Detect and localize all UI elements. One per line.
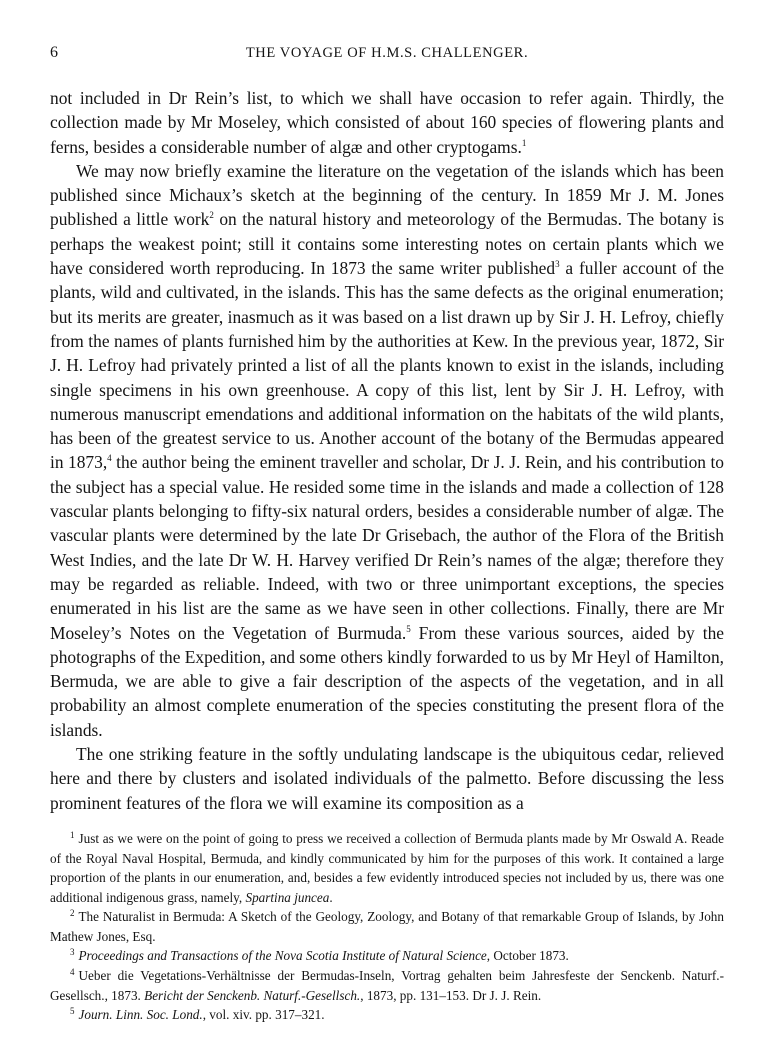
paragraph-text: not included in Dr Rein’s list, to which we shall have occasion to refer again. Thirdly, the collection made by Mr Moseley, which consisted of about 160 species of flowering plants and ferns, besides a considerable number of algæ and other cryptogams.: [50, 88, 724, 157]
footnote-mark: 3: [70, 947, 75, 958]
paragraph-text: The one striking feature in the softly undulating landscape is the ubiquitous cedar, relieved here and there by clusters and isolated individuals of the palmetto. Before discussing the less prominent features of the flora we will examine its composition as a: [50, 744, 724, 813]
footnote-text: , 1873, pp. 131–153. Dr J. J. Rein.: [360, 987, 542, 1003]
footnote-ref: 4: [107, 453, 112, 464]
footnote-ref: 2: [209, 210, 214, 221]
paragraph-text: a fuller account of the plants, wild and cultivated, in the islands. This has the same defects as the original enumeration; but its merits are greater, inasmuch as it was based on a list drawn up by Sir J. H. Lefroy, chiefly from the names of plants furnished him by the authorities at Kew. In the previous year, 1872, Sir J. H. Lefroy had privately printed a list of all the plants known to exist in the islands, including single specimens in his own greenhouse. A copy of this list, lent by Sir J. H. Lefroy, with numerous manuscript emendations and additional information on the habitats of the wild plants, has been of the greatest service to us. Another account of the botany of the Bermudas appeared in 1873,: [50, 258, 724, 473]
paragraph-text: From these various sources, aided by the photographs of the Expedition, and some others kindly forwarded to us by Mr Heyl of Hamilton, Bermuda, we are able to give a fair description of the aspects of the vegetation, and in all probability an almost complete enumeration of the species constituting the present flora of the islands.: [50, 622, 724, 740]
paragraph: [50, 86, 724, 159]
footnote: [50, 946, 724, 966]
footnotes: [50, 829, 724, 1025]
footnote: [50, 966, 724, 1005]
footnote-italic: Proceedings and Transactions of the Nova Scotia Institute of Natural Science: [78, 948, 487, 964]
page-number: 6: [50, 44, 59, 61]
running-title: THE VOYAGE OF H.M.S. CHALLENGER.: [245, 45, 529, 61]
footnote: [50, 829, 724, 907]
paragraph-text: the author being the eminent traveller and scholar, Dr J. J. Rein, and his contribution to the subject has a special value. He resided some time in the islands and made a collection of 128 vascular plants belonging to fifty-six natural orders, besides a considerable number of algæ. The vascular plants were determined by the late Dr Grisebach, the author of the Flora of the British West Indies, and the late Dr W. H. Harvey verified Dr Rein’s names of the algæ; therefore they may be regarded as reliable. Indeed, with two or three unimportant exceptions, the species enumerated in his list are the same as we have seen in other collections. Finally, there are Mr Moseley’s Notes on the Vegetation of Burmuda.: [50, 452, 724, 643]
footnote-mark: 5: [70, 1005, 75, 1016]
footnote-text: .: [329, 889, 333, 905]
footnote-text: Ueber die Vegetations-Verhältnisse der Bermudas-Inseln, Vortrag gehalten beim Jahresfeste der Senckenb. Naturf.-Gesellsch., 1873.: [50, 968, 724, 1003]
footnote-italic: Bericht der Senckenb. Naturf.-Gesellsch.: [144, 987, 361, 1003]
footnote: [50, 907, 724, 946]
paragraph: [50, 742, 724, 815]
footnote-italic: Journ. Linn. Soc. Lond.: [78, 1007, 203, 1023]
footnote-ref: 5: [406, 623, 411, 634]
footnote: [50, 1005, 724, 1025]
body-text: [50, 86, 724, 815]
footnote-ref: 3: [555, 259, 560, 270]
footnote-text: The Naturalist in Bermuda: A Sketch of the Geology, Zoology, and Botany of that remarkable Group of Islands, by John Mathew Jones, Esq.: [50, 909, 724, 944]
footnote-text: , vol. xiv. pp. 317–321.: [202, 1007, 325, 1023]
footnote-italic: Spartina juncea: [245, 889, 330, 905]
footnote-text: , October 1873.: [486, 948, 569, 964]
paragraph-text: on the natural history and meteorology of the Bermudas. The botany is perhaps the weakest point; still it contains some interesting notes on certain plants which we have considered worth reproducing. In 1873 the same writer published: [50, 209, 724, 279]
footnote-ref: 1: [521, 137, 527, 148]
footnote-mark: 2: [70, 907, 75, 918]
paragraph: [50, 159, 724, 742]
footnote-mark: 1: [70, 829, 75, 840]
paragraph-text: We may now briefly examine the literature on the vegetation of the islands which has been published since Michaux’s sketch at the beginning of the century. In 1859 Mr J. M. Jones published a little work: [50, 160, 724, 230]
footnote-text: Just as we were on the point of going to press we received a collection of Bermuda plants made by Mr Oswald A. Reade of the Royal Naval Hospital, Bermuda, and kindly communicated by him for the purposes of this work. It contained a large proportion of the plants in our enumeration, and, besides a few evidently introduced species not included by us, there was one additional indigenous grass, namely,: [50, 830, 724, 905]
page-header: [50, 44, 724, 68]
footnote-mark: 4: [70, 966, 75, 977]
